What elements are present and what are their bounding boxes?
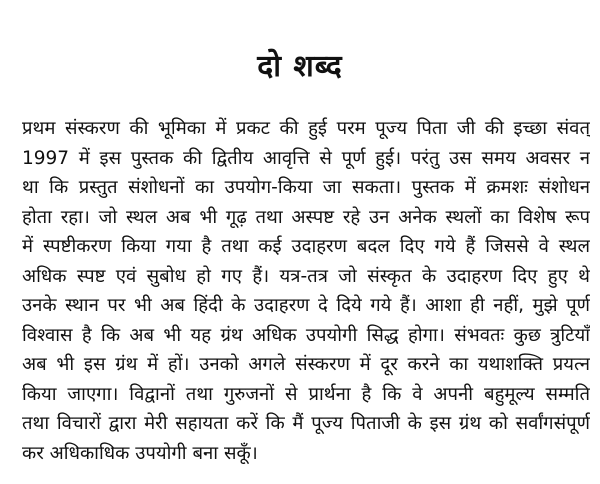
text-line: 1997 में इस पुस्तक की द्वितीय आवृत्ति से पूर्ण हुई। परंतु उस समय अवसर न [22, 147, 590, 169]
page-title: दो शब्द [257, 49, 343, 84]
text-line: विश्वास है कि अब भी यह ग्रंथ अधिक उपयोगी सिद्ध होगा। संभवतः कुछ त्रुटियाँ [22, 324, 590, 346]
text-line: अधिक स्पष्ट एवं सुबोध हो गए हैं। यत्र-तत्र जो संस्कृत के उदाहरण दिए हुए थे [22, 265, 590, 287]
text-line: होता रहा। जो स्थल अब भी गूढ़ तथा अस्पष्ट रहे उन अनेक स्थलों का विशेष रूप [22, 206, 590, 228]
text-line: में स्पष्टीकरण किया गया है तथा कई उदाहरण बदल दिए गये हैं जिससे वे स्थल [22, 236, 590, 257]
text-line: उनके स्थान पर भी अब हिंदी के उदाहरण दे दिये गये हैं। आशा ही नहीं, मुझे पूर्ण [22, 295, 590, 316]
text-line: कर अधिकाधिक उपयोगी बना सकूँ। [22, 442, 258, 464]
text-line: था कि प्रस्तुत संशोधनों का उपयोग-किया जा सकता। पुस्तक में क्रमशः संशोधन [22, 177, 590, 198]
text-line: किया जाएगा। विद्वानों तथा गुरुजनों से प्रार्थना है कि वे अपनी बहुमूल्य सम्मति [22, 383, 590, 405]
text-line: प्रथम संस्करण की भूमिका में प्रकट की हुई परम पूज्य पिता जी की इच्छा संवत् [22, 118, 590, 139]
text-line: अब भी इस ग्रंथ में हों। उनको अगले संस्करण में दूर करने का यथाशक्ति प्रयत्न [22, 354, 590, 375]
text-line: तथा विचारों द्वारा मेरी सहायता करें कि मैं पूज्य पिताजी के इस ग्रंथ को सर्वांगसंपूर्ण [22, 413, 590, 434]
preface-paragraph [22, 114, 590, 468]
